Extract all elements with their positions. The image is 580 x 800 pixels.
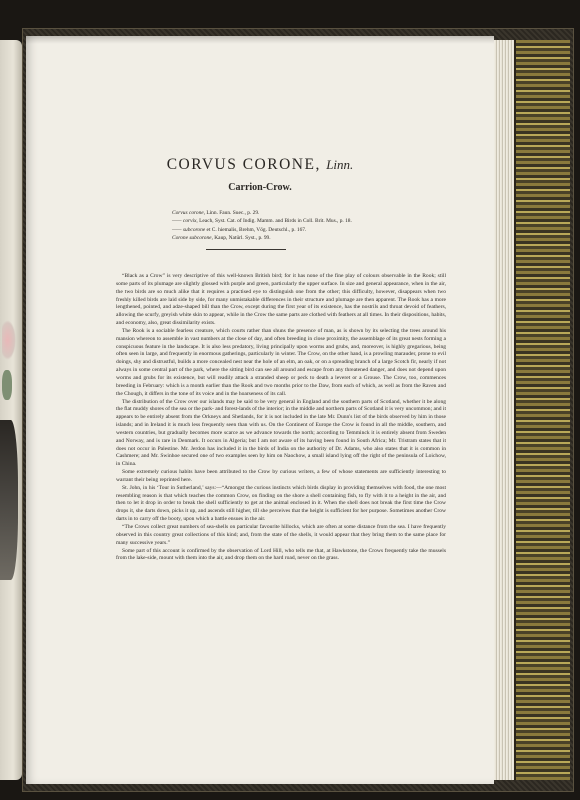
paragraph: The Rook is a sociable fearless creature, which courts rather than shuns the presence of man, as is shown by its selecting the trees around his mansion whereon to assemble in vast numbers at the close of day, and often breeding in close proximity, the assemblage of its great nests forming a conspicuous feature in the landscape. It is also less predatory, living principally upon worms and grubs, and, moreover, is highly gregarious, being often seen in large, and frequently in enormous gatherings, particularly in winter. The Crow, on the other hand, is a prowling marauder, prone to evil doings, shy and distrustful, builds a more concealed nest near the hole of an elm, an oak, or on a spreading branch of a large Scotch fir, nearly if not always in some central part of the park, where the sitting bird can see all around and escape from any threatened danger, and does not depend upon worms and grubs for its existence, but will readily attack a stranded sheep or peck to death a leveret or a Grouse. The Crow, too, commences breeding in February: which is a month earlier than the Rook and two months prior to the Daw, from each of which, as well as from the Raven and the Chough, it differs in the tone of its voice and in the hoarseness of its call.: [116, 327, 446, 397]
synonym-entry: —— subcorone et C. hiemalis, Brehm, Vög. Deutschl., p. 167.: [172, 226, 307, 233]
paragraph: Some extremely curious habits have been attributed to the Crow by curious writers, a few of whose statements are sufficiently interesting to warrant their being reprinted here.: [116, 469, 446, 483]
paragraph: “Black as a Crow” is very descriptive of this well-known British bird; for it has none of the fine play of colours observable in the Rook; still some parts of its plumage are slightly glossed with purple and green, particularly the upper surface. In size and general appearance, when in the air, the two birds are so much alike that it requires a practised eye to distinguish one from the other; this difficulty, however, disappears when two freshly killed birds are laid side by side, for many unmistakable differences in their structure and plumage are then apparent. The Rook has a more lengthened, pointed, and adze-shaped bill than the Crow, except during the first year of its existence, has the nostrils and throat devoid of feathers, allowing the scurfy, greyish white skin to appear, while in the Crow the same parts are clothed with feathers at all times. In their dispositions, habits, and economy, also, great dissimilarity exists.: [116, 273, 446, 327]
book-page: [26, 36, 494, 784]
plate-illustration-fragment: [0, 420, 18, 580]
gilt-page-edge: [514, 40, 570, 780]
paragraph: “The Crows collect great numbers of sea-shells on particular favourite hillocks, which are often at some distance from the sea. I have frequently observed in this country great collections of this kind; and, from the state of the shells, it would appear that they bring them to the same place for many successive years.”: [116, 524, 446, 546]
page-title: [26, 156, 494, 174]
plate-illustration-fragment: [2, 370, 12, 400]
page-shadow: [26, 36, 494, 44]
plate-illustration-fragment: [2, 320, 16, 360]
divider-rule: [206, 249, 286, 250]
synonymy-list: [172, 209, 492, 242]
paragraph: St. John, in his ‘Tour in Sutherland,’ says:—“Amongst the curious instincts which birds display in providing themselves with food, the one most resembling reason is that which teaches the common Crow, on finding on the shore a shell containing fish, to fly with it to a height in the air, and then to let it drop in order to break the shell sufficiently to get at the animal enclosed in it. When the shell does not break the first time the Crow drops it, she darts down, picks it up, and ascends still higher, till she perceives that the height is sufficient for her purpose. Sometimes another Crow darts in to carry off the booty, upon which a battle ensues in the air.: [116, 484, 446, 523]
paragraph: The distribution of the Crow over our islands may be said to be very general in England and the southern parts of Scotland, whether it be along the flat muddy shores of the sea or the park- and forest-lands of the interior; in the middle and northern parts of Scotland it is very uncommon; and it appears to be entirely absent from the Orkneys and Shetlands, for it is not included in the late Mr. Dunn's list of the birds observed by him in those islands; and in Ireland it is much less frequently seen than with us. On the Continent of Europe the Crow is found in all the middle, southern, and western countries, but gradually becomes more scarce as we advance towards the north; according to Temminck it is entirely absent from Sweden and Norway, and is rare in Denmark. It occurs in Algeria; but I am not aware of its having been found in South Africa; Mr. Tristram states that it does not occur in Palestine. Mr. Jerdon has included it in the birds of India on the authority of Dr. Adams, who also states that it is common in Cashmere; and Mr. Swinhoe secured one of two examples seen by him on Naochow, a small island lying off the right of the peninsula of Loichow, in China.: [116, 398, 446, 468]
title-authority: Linn.: [326, 157, 354, 172]
stacked-page-edges: [492, 40, 514, 780]
title-main: CORVUS CORONE,: [166, 156, 321, 173]
synonym-entry: —— corvix, Leach, Syst. Cat. of Indig. Mamm. and Birds in Coll. Brit. Mus., p. 18.: [172, 218, 352, 225]
synonym-entry: Corone subcorone, Kaup, Natürl. Syst., p. 99.: [172, 234, 271, 241]
page-subtitle: Carrion-Crow.: [228, 182, 292, 193]
body-text: [116, 273, 446, 563]
synonym-entry: Corvus corone, Linn. Faun. Suec., p. 29.: [172, 210, 260, 216]
left-page-edge: [0, 40, 22, 780]
paragraph: Some part of this account is confirmed by the observation of Lord Hill, who tells me that, at Hawkstone, the Crows frequently take the mussels from the lake-side, mount with them into the air, and drop them on the hard road, never on the grass.: [116, 547, 446, 562]
